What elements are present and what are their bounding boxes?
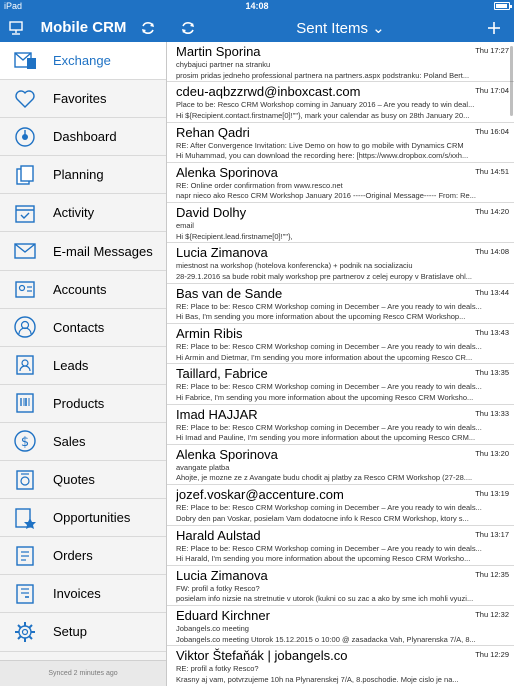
email-subject: RE: Online order confirmation from www.resco.net — [176, 180, 343, 190]
email-row[interactable] — [167, 324, 514, 364]
email-sender: Imad HAJJAR — [176, 406, 258, 422]
email-snippet: Hi Fabrice, I'm sending you more information about the upcoming Resco CRM Worksho... — [176, 392, 474, 402]
sidebar-item-label: Accounts — [53, 281, 107, 297]
sidebar-item-setup[interactable] — [0, 613, 166, 651]
email-subject: avangate platba — [176, 462, 230, 472]
email-subject: email — [176, 221, 194, 231]
email-sender: Eduard Kirchner — [176, 608, 270, 624]
email-row[interactable] — [167, 566, 514, 606]
scrollbar[interactable] — [510, 46, 513, 116]
email-sender: Martin Sporina — [176, 44, 261, 59]
email-snippet: 28-29.1.2016 sa bude robit maly workshop pre partnerov z celej europy v Bratislave ohl... — [176, 271, 472, 281]
sidebar-item-quotes[interactable] — [0, 461, 166, 499]
svg-text:$: $ — [20, 435, 30, 451]
email-row[interactable] — [167, 82, 514, 122]
sidebar-item-label: Orders — [53, 548, 93, 564]
sidebar-item-label: Activity — [53, 205, 95, 221]
sidebar-item-activity[interactable] — [0, 194, 166, 232]
sidebar-item-email-messages[interactable] — [0, 232, 166, 270]
app-title: Mobile CRM — [40, 19, 127, 36]
exchange-icon — [13, 49, 37, 73]
sidebar-item-products[interactable] — [0, 385, 166, 423]
email-subject: RE: Place to be: Resco CRM Workshop coming in December – Are you ready to win deals... — [176, 342, 482, 352]
email-date: Thu 12:32 — [475, 610, 509, 620]
email-snippet: prosim pridas jedneho professional partnera na partners.aspx podstranku: Poland Bert... — [176, 70, 470, 80]
orders-icon — [13, 544, 37, 568]
sidebar — [0, 42, 167, 686]
quotes-icon — [13, 468, 37, 492]
email-sender: Viktor Štefaňák | jobangels.co — [176, 648, 348, 664]
sidebar-item-label: Planning — [53, 167, 104, 183]
email-sender: Lucia Zimanova — [176, 245, 268, 261]
email-snippet: Hi ${Recipient.contact.firstname[0]!""}, mark your calendar as busy on 28th January 20... — [176, 110, 470, 120]
email-subject: RE: Place to be: Resco CRM Workshop coming in December – Are you ready to win deals... — [176, 382, 482, 392]
sidebar-item-planning[interactable] — [0, 156, 166, 194]
email-sender: Alenka Sporinova — [176, 446, 278, 462]
sidebar-item-sales[interactable] — [0, 423, 166, 461]
sidebar-item-label: Exchange — [53, 53, 111, 69]
email-snippet: Dobry den pan Voskar, posielam Vam dodatocne info k Resco CRM Workshop, ktory s... — [176, 513, 469, 523]
email-date: Thu 13:19 — [475, 489, 509, 499]
email-subject: RE: Place to be: Resco CRM Workshop coming in December – Are you ready to win deals... — [176, 503, 482, 513]
email-sender: Lucia Zimanova — [176, 567, 268, 583]
email-date: Thu 12:35 — [475, 569, 509, 579]
email-snippet: napr nieco ako Resco CRM Workshop January 2016 -----Original Message----- From: Re... — [176, 191, 476, 201]
email-list[interactable] — [167, 42, 514, 686]
email-sender: Harald Aulstad — [176, 527, 261, 543]
battery-icon — [494, 2, 510, 10]
email-row[interactable] — [167, 445, 514, 485]
email-row[interactable] — [167, 203, 514, 243]
sidebar-item-opportunities[interactable] — [0, 499, 166, 537]
sidebar-item-leads[interactable] — [0, 347, 166, 385]
email-snippet: Hi Harald, I'm sending you more information about the upcoming Resco CRM Worksho... — [176, 554, 471, 564]
sidebar-item-label: Quotes — [53, 472, 95, 488]
email-date: Thu 14:08 — [475, 247, 509, 257]
sidebar-item-label: Favorites — [53, 91, 107, 107]
heart-icon — [13, 87, 37, 111]
email-row[interactable] — [167, 42, 514, 82]
email-subject: miestnost na workshop (hotelova konferencka) + podnik na socializaciu — [176, 261, 413, 271]
email-date: Thu 13:44 — [475, 287, 509, 297]
email-row[interactable] — [167, 405, 514, 445]
sidebar-item-label: E-mail Messages — [53, 243, 153, 259]
email-row[interactable] — [167, 485, 514, 525]
gear-icon — [13, 620, 37, 644]
sidebar-item-label: Products — [53, 395, 105, 411]
email-snippet: Hi Muhammad, you can download the recording here: [https://www.dropbox.com/s/xxh... — [176, 151, 469, 161]
email-row[interactable] — [167, 526, 514, 566]
email-sender: jozef.voskar@accenture.com — [176, 487, 344, 503]
email-row[interactable] — [167, 163, 514, 203]
sidebar-item-orders[interactable] — [0, 537, 166, 575]
email-snippet: Hi Bas, I'm sending you more information about the upcoming Resco CRM Workshop... — [176, 312, 466, 322]
sidebar-item-invoices[interactable] — [0, 575, 166, 613]
opportunities-icon — [13, 506, 37, 530]
email-date: Thu 14:20 — [475, 207, 509, 217]
sidebar-item-dashboard[interactable] — [0, 118, 166, 156]
email-subject: Jobangels.co meeting — [176, 624, 249, 634]
email-snippet: Ahojte, je mozne ze z Avangate budu chodit aj platby za Resco CRM Workshop (27-28.... — [176, 473, 473, 483]
email-sender: cdeu-aqbzzrwd@inboxcast.com — [176, 84, 361, 100]
email-row[interactable] — [167, 646, 514, 686]
email-row[interactable] — [167, 364, 514, 404]
email-row[interactable] — [167, 606, 514, 646]
sidebar-item-label: Dashboard — [53, 129, 117, 145]
dashboard-icon — [13, 125, 37, 149]
email-sender: Bas van de Sande — [176, 285, 283, 301]
email-sender: David Dolhy — [176, 205, 247, 221]
sidebar-item-label: Sales — [53, 433, 86, 449]
navigation-bar — [0, 14, 514, 42]
view-selector[interactable]: Sent Items ⌄ — [296, 20, 385, 37]
sidebar-item-label: Contacts — [53, 319, 105, 335]
calendar-icon — [13, 201, 37, 225]
sync-status: Synced 2 minutes ago — [0, 660, 166, 686]
email-sender: Armin Ribis — [176, 326, 243, 342]
email-subject: RE: Place to be: Resco CRM Workshop coming in December – Are you ready to win deals... — [176, 422, 482, 432]
email-subject: RE: Place to be: Resco CRM Workshop coming in December – Are you ready to win deals... — [176, 543, 482, 553]
accounts-icon — [13, 277, 37, 301]
sidebar-item-contacts[interactable] — [0, 309, 166, 347]
invoices-icon — [13, 582, 37, 606]
email-subject: chybajuci partner na stranku — [176, 60, 271, 69]
sidebar-item-label: Leads — [53, 357, 89, 373]
email-date: Thu 14:51 — [475, 166, 509, 176]
email-date: Thu 16:04 — [475, 126, 509, 136]
email-row[interactable] — [167, 284, 514, 324]
contacts-icon — [13, 315, 37, 339]
email-date: Thu 13:33 — [475, 408, 509, 418]
sidebar-item-exchange[interactable] — [0, 42, 166, 80]
email-sender: Alenka Sporinova — [176, 164, 278, 180]
email-sender: Taillard, Fabrice — [176, 366, 268, 382]
sidebar-item-label: Setup — [53, 624, 87, 640]
planning-icon — [13, 163, 37, 187]
status-bar — [0, 0, 514, 14]
email-snippet: Jobangels.co meeting Utorok 15.12.2015 o 10:00 @ zasadacka Vah, Plynarenska 7/A, 8... — [176, 634, 476, 644]
email-subject: RE: Place to be: Resco CRM Workshop coming in December – Are you ready to win deals... — [176, 301, 482, 311]
email-date: Thu 13:17 — [475, 529, 509, 539]
email-subject: Place to be: Resco CRM Workshop coming in January 2016 – Are you ready to win deal... — [176, 100, 475, 110]
email-snippet: Hi Armin and Dietmar, I'm sending you more information about the upcoming Resco CR... — [176, 352, 473, 362]
email-date: Thu 13:20 — [475, 448, 509, 458]
email-date: Thu 17:04 — [475, 86, 509, 96]
sales-icon — [13, 429, 37, 453]
clock: 14:08 — [245, 1, 269, 11]
add-icon[interactable] — [484, 18, 504, 38]
products-icon — [13, 391, 37, 415]
email-snippet: Hi Imad and Pauline, I'm sending you more information about the upcoming Resco CRM... — [176, 433, 476, 443]
email-sender: Rehan Qadri — [176, 124, 250, 140]
email-snippet: posielam info nizsie na stretnutie v utorok (kukni co su zac a ako by sme ich mohli vyuzi... — [176, 594, 474, 604]
email-snippet: Krasny aj vam, potvrzujeme 10h na Plynarenskej 7/A, 8.poschodie. Moje cislo je na... — [176, 674, 459, 684]
email-row[interactable] — [167, 243, 514, 283]
sidebar-item-label: Invoices — [53, 586, 101, 602]
leads-icon — [13, 353, 37, 377]
sidebar-item-label: Opportunities — [53, 510, 131, 526]
email-subject: FW: profil a fotky Resco? — [176, 583, 260, 593]
sidebar-item-favorites[interactable] — [0, 80, 166, 118]
email-date: Thu 13:43 — [475, 328, 509, 338]
envelope-icon — [13, 239, 37, 263]
email-date: Thu 17:27 — [475, 46, 509, 55]
email-row[interactable] — [167, 123, 514, 163]
sidebar-item-accounts[interactable] — [0, 271, 166, 309]
email-date: Thu 13:35 — [475, 368, 509, 378]
email-snippet: Hi ${Recipient.lead.firstname[0]!""}, — [176, 231, 293, 241]
email-subject: RE: profil a fotky Resco? — [176, 664, 259, 674]
sync-icon[interactable] — [138, 18, 158, 38]
email-date: Thu 12:29 — [475, 650, 509, 660]
carrier-label: iPad — [4, 1, 23, 11]
email-subject: RE: After Convergence Invitation: Live Demo on how to go mobile with Dynamics CRM — [176, 140, 464, 150]
sidebar-header — [0, 14, 167, 42]
